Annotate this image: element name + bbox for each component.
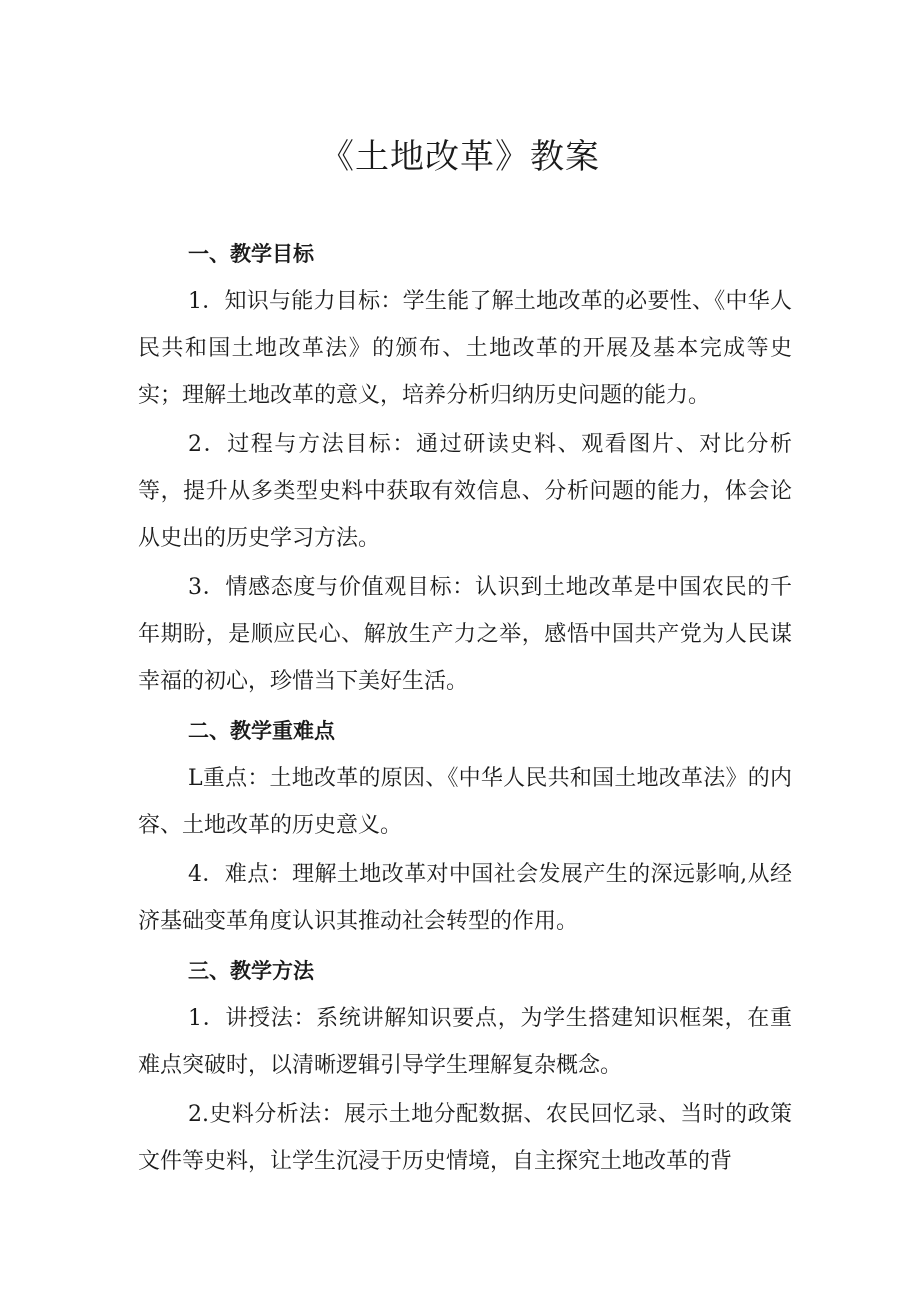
document-title: 《土地改革》教案 xyxy=(320,137,600,177)
method-lecture-paragraph: 1．讲授法：系统讲解知识要点，为学生搭建知识框架，在重难点突破时，以清晰逻辑引导学生理解复杂概念。 xyxy=(138,1006,792,1078)
objective-emotion-paragraph: 3．情感态度与价值观目标：认识到土地改革是中国农民的千年期盼，是顺应民心、解放生产力之举，感悟中国共产党为人民谋幸福的初心，珍惜当下美好生活。 xyxy=(138,575,792,694)
section-heading-methods: 三、教学方法 xyxy=(188,959,314,983)
section-heading-key-points: 二、教学重难点 xyxy=(188,719,335,743)
objective-knowledge-paragraph: 1．知识与能力目标：学生能了解土地改革的必要性、《中华人民共和国土地改革法》的颁布、土地改革的开展及基本完成等史实；理解土地改革的意义，培养分析归纳历史问题的能力。 xyxy=(138,289,792,408)
section-heading-objectives: 一、教学目标 xyxy=(188,242,314,266)
document-body xyxy=(138,230,792,1187)
objective-process-paragraph: 2．过程与方法目标：通过研读史料、观看图片、对比分析等，提升从多类型史料中获取有效信息、分析问题的能力，体会论从史出的历史学习方法。 xyxy=(138,432,792,551)
key-point-paragraph: L重点：土地改革的原因、《中华人民共和国土地改革法》的内容、土地改革的历史意义。 xyxy=(138,766,792,838)
difficult-point-paragraph: 4．难点：理解土地改革对中国社会发展产生的深远影响,从经济基础变革角度认识其推动社会转型的作用。 xyxy=(138,862,792,934)
method-source-analysis-paragraph: 2.史料分析法：展示土地分配数据、农民回忆录、当时的政策文件等史料，让学生沉浸于历史情境，自主探究土地改革的背 xyxy=(138,1102,792,1174)
